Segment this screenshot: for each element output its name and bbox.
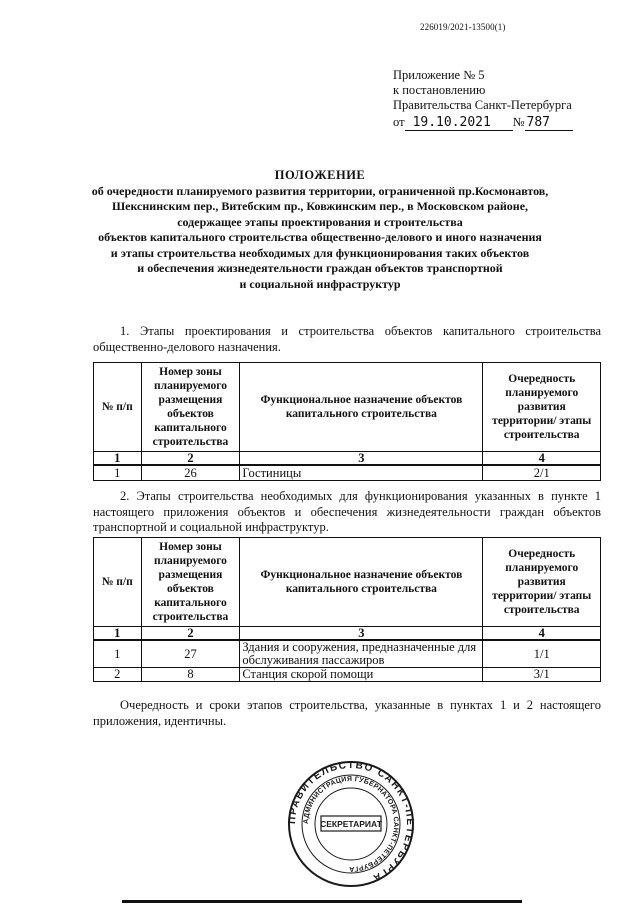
header-purpose: Функциональное назначение объектов капитального строительства: [240, 538, 483, 627]
cell-zone: 8: [141, 668, 240, 682]
annex-date-line: [393, 115, 573, 131]
title-line: и обеспечения жизнедеятельности граждан объектов транспортной: [137, 261, 503, 275]
section-2-text: 2. Этапы строительства необходимых для функционирования указанных в пункте 1 настоящего приложения объектов и обеспечения жизнедеятельности граждан объектов транспортной и социальной инфраструктур.: [93, 489, 601, 534]
col-number: 2: [141, 627, 240, 641]
header-number: № п/п: [94, 363, 142, 452]
col-number: 1: [94, 627, 142, 641]
cell-purpose: Станция скорой помощи: [240, 668, 483, 682]
col-number: 3: [240, 452, 483, 466]
cell-purpose: Гостиницы: [240, 465, 483, 481]
document-title: [70, 168, 570, 292]
bottom-rule: [122, 900, 522, 903]
section-1-text: 1. Этапы проектирования и строительства объектов капитального строительства общественно-делового назначения.: [93, 324, 601, 354]
seal-inner-text: АДМИНИСТРАЦИЯ ГУБЕРНАТОРА САНКТ-ПЕТЕРБУРГА: [302, 775, 400, 873]
title-line: и социальной инфраструктур: [239, 276, 401, 291]
resolution-date: 19.10.2021: [405, 115, 513, 131]
title-main: ПОЛОЖЕНИЕ: [274, 168, 366, 182]
cell-n: 1: [94, 640, 142, 668]
annex-line-3: Правительства Санкт-Петербурга: [393, 98, 572, 112]
cell-n: 1: [94, 465, 142, 481]
header-order: Очередность планируемого развития территории/ этапы строительства: [483, 538, 601, 627]
closing-text: Очередность и сроки этапов строительства, указанные в пунктах 1 и 2 настоящего приложения, идентичны.: [93, 698, 601, 728]
header-zone: Номер зоны планируемого размещения объектов капитального строительства: [141, 363, 240, 452]
cell-purpose: Здания и сооружения, предназначенные для обслуживания пассажиров: [240, 640, 483, 668]
resolution-number: 787: [525, 115, 573, 131]
table-row: [94, 668, 601, 682]
cell-zone: 27: [141, 640, 240, 668]
document-id: 226019/2021-13500(1): [420, 22, 506, 32]
cell-n: 2: [94, 668, 142, 682]
col-number: 2: [141, 452, 240, 466]
title-line: Шекснинским пер., Витебским пр., Ковжинским пер., в Московском районе,: [111, 199, 529, 213]
header-order: Очередность планируемого развития территории/ этапы строительства: [483, 363, 601, 452]
seal-center-text: СЕКРЕТАРИАТ: [320, 819, 382, 829]
number-prefix: №: [512, 115, 525, 129]
cell-order: 1/1: [483, 640, 601, 668]
table-row: [94, 465, 601, 481]
header-zone: Номер зоны планируемого размещения объектов капитального строительства: [141, 538, 240, 627]
annex-block: [393, 68, 573, 131]
cell-order: 2/1: [483, 465, 601, 481]
annex-line-1: Приложение № 5: [393, 68, 485, 82]
col-number: 1: [94, 452, 142, 466]
seal-outer-text: ПРАВИТЕЛЬСТВО САНКТ-ПЕТЕРБУРГА: [287, 760, 415, 884]
header-purpose: Функциональное назначение объектов капитального строительства: [240, 363, 483, 452]
annex-line-2: к постановлению: [393, 83, 486, 97]
date-prefix: от: [393, 115, 405, 129]
title-line: и этапы строительства необходимых для функционирования таких объектов: [110, 245, 530, 260]
header-number: № п/п: [94, 538, 142, 627]
col-number: 3: [240, 627, 483, 641]
table-section-2: [93, 537, 601, 682]
title-line: об очередности планируемого развития территории, ограниченной пр.Космонавтов,: [91, 183, 549, 198]
col-number: 4: [483, 452, 601, 466]
table-section-1: [93, 362, 601, 481]
col-number: 4: [483, 627, 601, 641]
table-row: [94, 640, 601, 668]
cell-order: 3/1: [483, 668, 601, 682]
title-line: объектов капитального строительства общественно-делового и иного назначения: [98, 230, 542, 244]
cell-zone: 26: [141, 465, 240, 481]
title-line: содержащее этапы проектирования и строительства: [177, 214, 463, 229]
official-seal: [287, 760, 415, 888]
